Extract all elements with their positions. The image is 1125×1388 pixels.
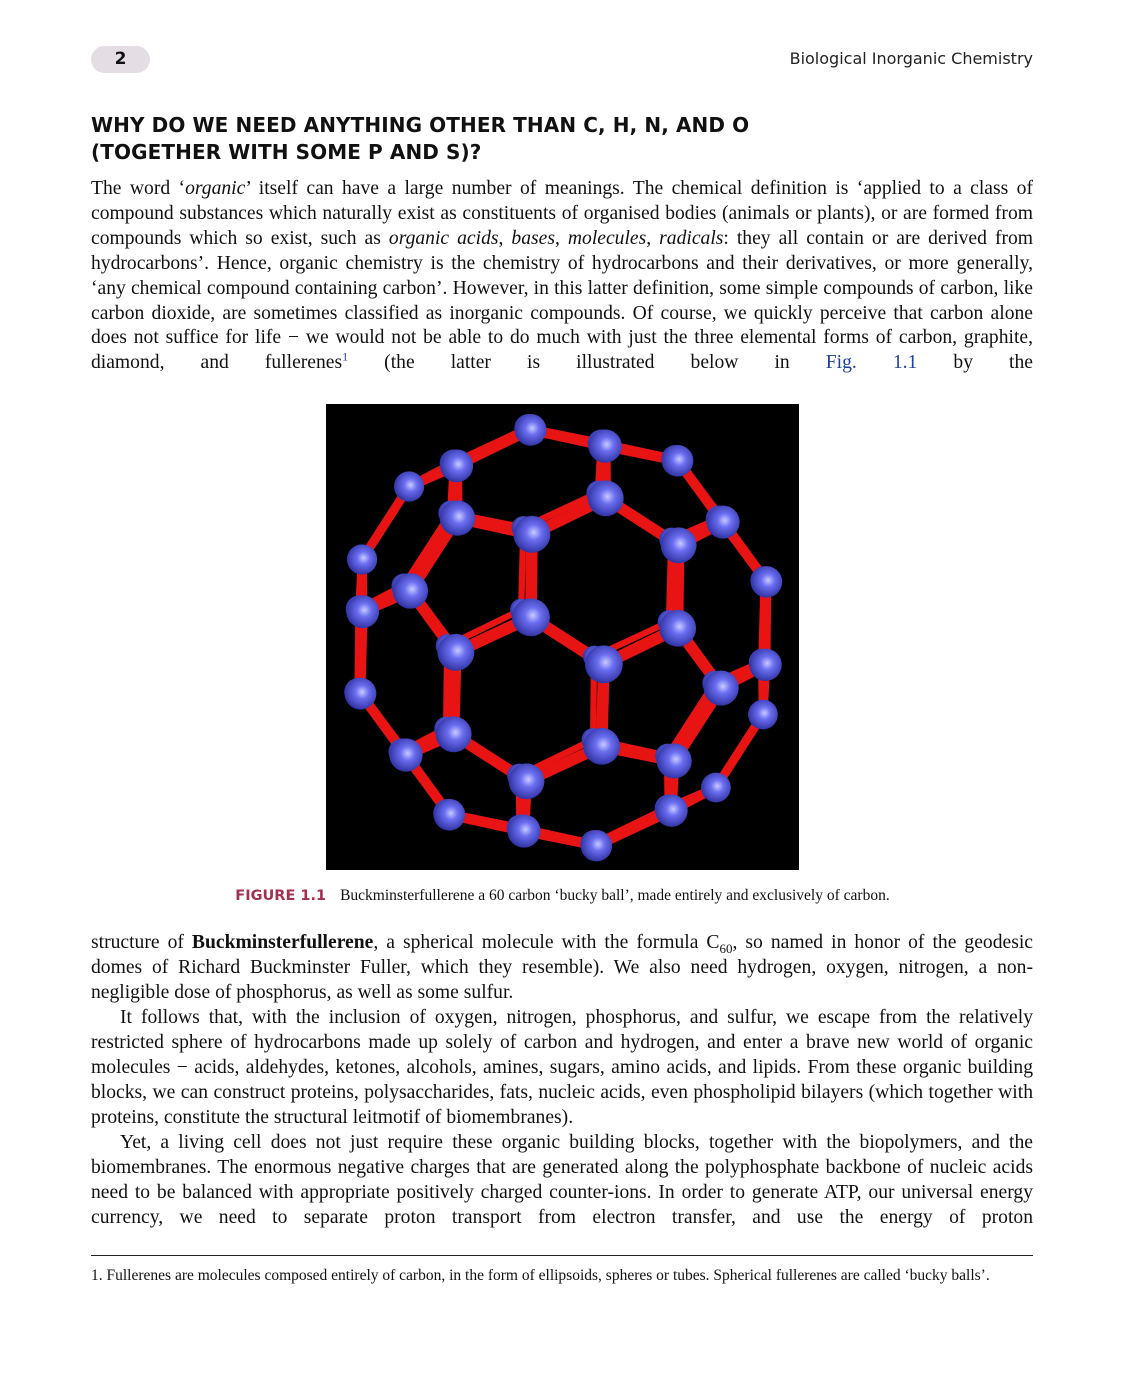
p1-text: , (554, 227, 568, 249)
section-heading-line-2: (TOGETHER WITH SOME P AND S)? (91, 140, 482, 164)
carbon-atom (440, 500, 475, 535)
section-heading-line-1: WHY DO WE NEED ANYTHING OTHER THAN C, H, N, AND O (91, 113, 750, 137)
buckyball-illustration (326, 404, 799, 870)
carbon-atom (655, 794, 687, 826)
paragraph-3: It follows that, with the inclusion of oxygen, nitrogen, phosphorus, and sulfur, we escape from the relatively restricted sphere of hydrocarbons made up solely of carbon and hydrogen, and enter a brave new world of organic molecules − acids, aldehydes, ketones, alcohols, amines, sugars, amino acids, and lipids. From these organic building blocks, we can construct proteins, polysaccharides, fats, nucleic acids, even phospholipid bilayers (which together with proteins, constitute the structural leitmotif of biomembranes). (91, 1007, 1033, 1128)
running-title: Biological Inorganic Chemistry (789, 49, 1033, 68)
carbon-atom (345, 678, 377, 710)
p1-em-organic: organic (185, 178, 246, 199)
paragraph-4: Yet, a living cell does not just require these organic building blocks, together with the biopolymers, and the biomembranes. The enormous negative charges that are generated along the polyphosphate backbone of nucleic acids need to be balanced with appropriate positively charged counter-ions. In order to generate ATP, our universal energy currency, we need to separate proton transport from electron transfer, and use the energy of proton (91, 1132, 1033, 1228)
carbon-atom (393, 573, 428, 608)
carbon-atom (659, 610, 696, 647)
carbon-atom (588, 429, 621, 462)
p1-text: : they all contain or are derived from hydrocarbons’. Hence, organic chemistry is the chemistry of hydrocarbons and their derivatives, or more generally, ‘any chemical compound containing carbon’. However, in this latter definition, some simple compounds of carbon, like carbon dioxide, are sometimes classified as inorganic compounds. Of course, we quickly perceive that carbon alone does not suffice for life − we would not be able to do much with just the three elemental forms of carbon, graphite, diamond, and fullerenes (91, 227, 1034, 374)
p2-text: , a spherical molecule with the formula C (373, 932, 720, 953)
carbon-atom (513, 516, 550, 553)
section-heading (91, 112, 851, 166)
p1-em-organic-acids: organic acids (388, 227, 499, 249)
paragraph-2 (91, 931, 1033, 1006)
formula-subscript: 60 (719, 940, 733, 956)
carbon-atom (346, 595, 379, 628)
carbon-atom (581, 830, 612, 861)
p2-text: structure of (91, 932, 192, 953)
carbon-atom (507, 814, 540, 847)
carbon-atom (347, 544, 377, 574)
carbon-atom (389, 738, 422, 771)
figure-label: FIGURE 1.1 (235, 888, 327, 904)
carbon-atom (704, 670, 739, 705)
p2-bold-term: Buckminsterfullerene (191, 932, 374, 953)
figure-ref-link[interactable]: Fig. 1.1 (825, 352, 918, 374)
footnote: 1. Fullerenes are molecules composed entirely of carbon, in the form of ellipsoids, spheres or tubes. Spherical fullerenes are called ‘bucky balls’. (91, 1267, 990, 1284)
carbon-atom (436, 716, 472, 752)
carbon-atom (585, 645, 623, 683)
p1-text: ’ itself can have a large number of meanings. The chemical definition is ‘applied to a class of compound substances which naturally exist as constituents of organised bodies (animals or plants), or are formed from compounds which so exist, such as (91, 178, 1033, 249)
carbon-atom (749, 649, 781, 681)
carbon-atom (751, 566, 782, 597)
carbon-atom (583, 728, 620, 765)
p1-text: The word ‘ (91, 178, 186, 199)
carbon-atom (657, 743, 692, 778)
page-number: 2 (91, 46, 150, 73)
p1-text: , (498, 227, 512, 249)
carbon-atom (512, 598, 550, 636)
p1-em-bases: bases (511, 227, 555, 249)
carbon-atom (509, 763, 545, 799)
fullerene-figure (326, 404, 799, 870)
carbon-atom (661, 527, 697, 563)
footnote-ref-link[interactable]: 1 (342, 349, 349, 364)
p1-em-molecules: molecules (567, 227, 647, 249)
carbon-atom (394, 471, 424, 501)
carbon-atom (440, 449, 473, 482)
figure-caption (0, 886, 1125, 906)
p1-text: , (646, 227, 660, 249)
p1-text: by the (917, 352, 1033, 374)
footnote-divider (91, 1255, 1033, 1256)
p1-text: (the latter is illustrated below in (348, 352, 826, 374)
carbon-atom (662, 445, 694, 477)
figure-caption-text: Buckminsterfullerene a 60 carbon ‘bucky ball’, made entirely and exclusively of carbon. (340, 887, 890, 904)
carbon-atom (588, 480, 624, 516)
carbon-atom (701, 773, 731, 803)
paragraph-1 (91, 177, 1033, 376)
carbon-atom (748, 700, 778, 730)
p2-text: , so named in honor of the geodesic domes of Richard Buckminster Fuller, which they resemble). We also need hydrogen, oxygen, nitrogen, a non-negligible dose of phosphorus, as well as some sulfur. (91, 932, 1033, 1003)
p1-em-radicals: radicals (659, 227, 724, 249)
carbon-atom (706, 506, 739, 539)
carbon-atom (515, 414, 547, 446)
carbon-atom (434, 799, 466, 831)
carbon-atom (437, 634, 474, 671)
